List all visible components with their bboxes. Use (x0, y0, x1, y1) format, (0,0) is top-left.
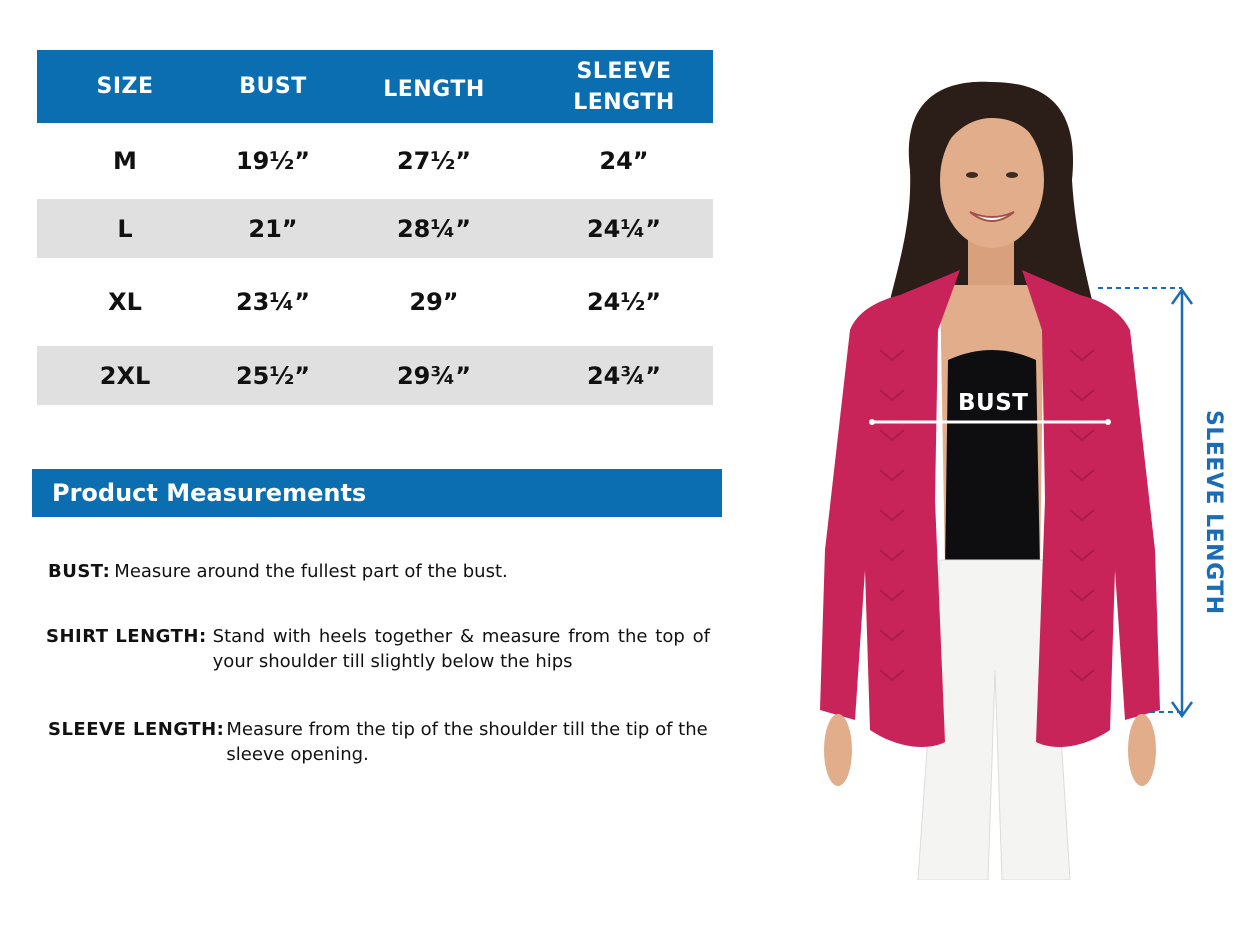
sleeve-length-label: SLEEVE LENGTH (1201, 409, 1226, 615)
table-row (37, 258, 713, 346)
bust-cell: 19½” (235, 147, 310, 175)
length-cell: 29” (409, 288, 459, 316)
header-length: LENGTH (383, 77, 485, 102)
bust-label: BUST (958, 390, 1029, 416)
size-cell: 2XL (99, 361, 151, 390)
bust-cell: 25½” (235, 361, 310, 390)
measurement-text: Measure around the fullest part of the bust. (114, 561, 508, 582)
measurement-bust (48, 559, 508, 584)
measurement-text: Stand with heels together & measure from the top of your shoulder till slightly below the hips (212, 626, 710, 672)
sleeve-length-cell: 24¾” (586, 361, 661, 390)
length-cell: 28¼” (396, 214, 471, 243)
section-title: Product Measurements (52, 479, 367, 507)
size-chart-header (37, 50, 713, 123)
header-size: SIZE (96, 74, 154, 99)
measurement-shirt-length (46, 624, 710, 674)
bust-cell: 21” (248, 214, 298, 243)
sleeve-length-cell: 24½” (586, 288, 661, 316)
header-sleeve-length: SLEEVE LENGTH (573, 58, 675, 115)
size-cell: L (117, 214, 133, 243)
size-cell: M (113, 147, 137, 175)
size-cell: XL (108, 288, 142, 316)
length-cell: 27½” (396, 147, 471, 175)
bust-cell: 23¼” (235, 288, 310, 316)
measurement-label: BUST: (48, 561, 111, 582)
table-row (37, 123, 713, 199)
sleeve-length-cell: 24¼” (586, 214, 661, 243)
sleeve-length-cell: 24” (599, 147, 649, 175)
measurement-text: Measure from the tip of the shoulder till the tip of the sleeve opening. (226, 719, 708, 765)
model-figure (740, 30, 1240, 880)
table-row (37, 199, 713, 258)
table-row (37, 346, 713, 405)
measurement-label: SHIRT LENGTH: (46, 626, 207, 647)
length-cell: 29¾” (396, 361, 471, 390)
measurement-label: SLEEVE LENGTH: (48, 719, 225, 740)
product-measurements-header (32, 469, 722, 517)
measurement-sleeve-length (48, 717, 712, 767)
model-illustration (740, 30, 1240, 880)
size-chart-table (37, 50, 713, 405)
header-bust: BUST (239, 74, 307, 99)
